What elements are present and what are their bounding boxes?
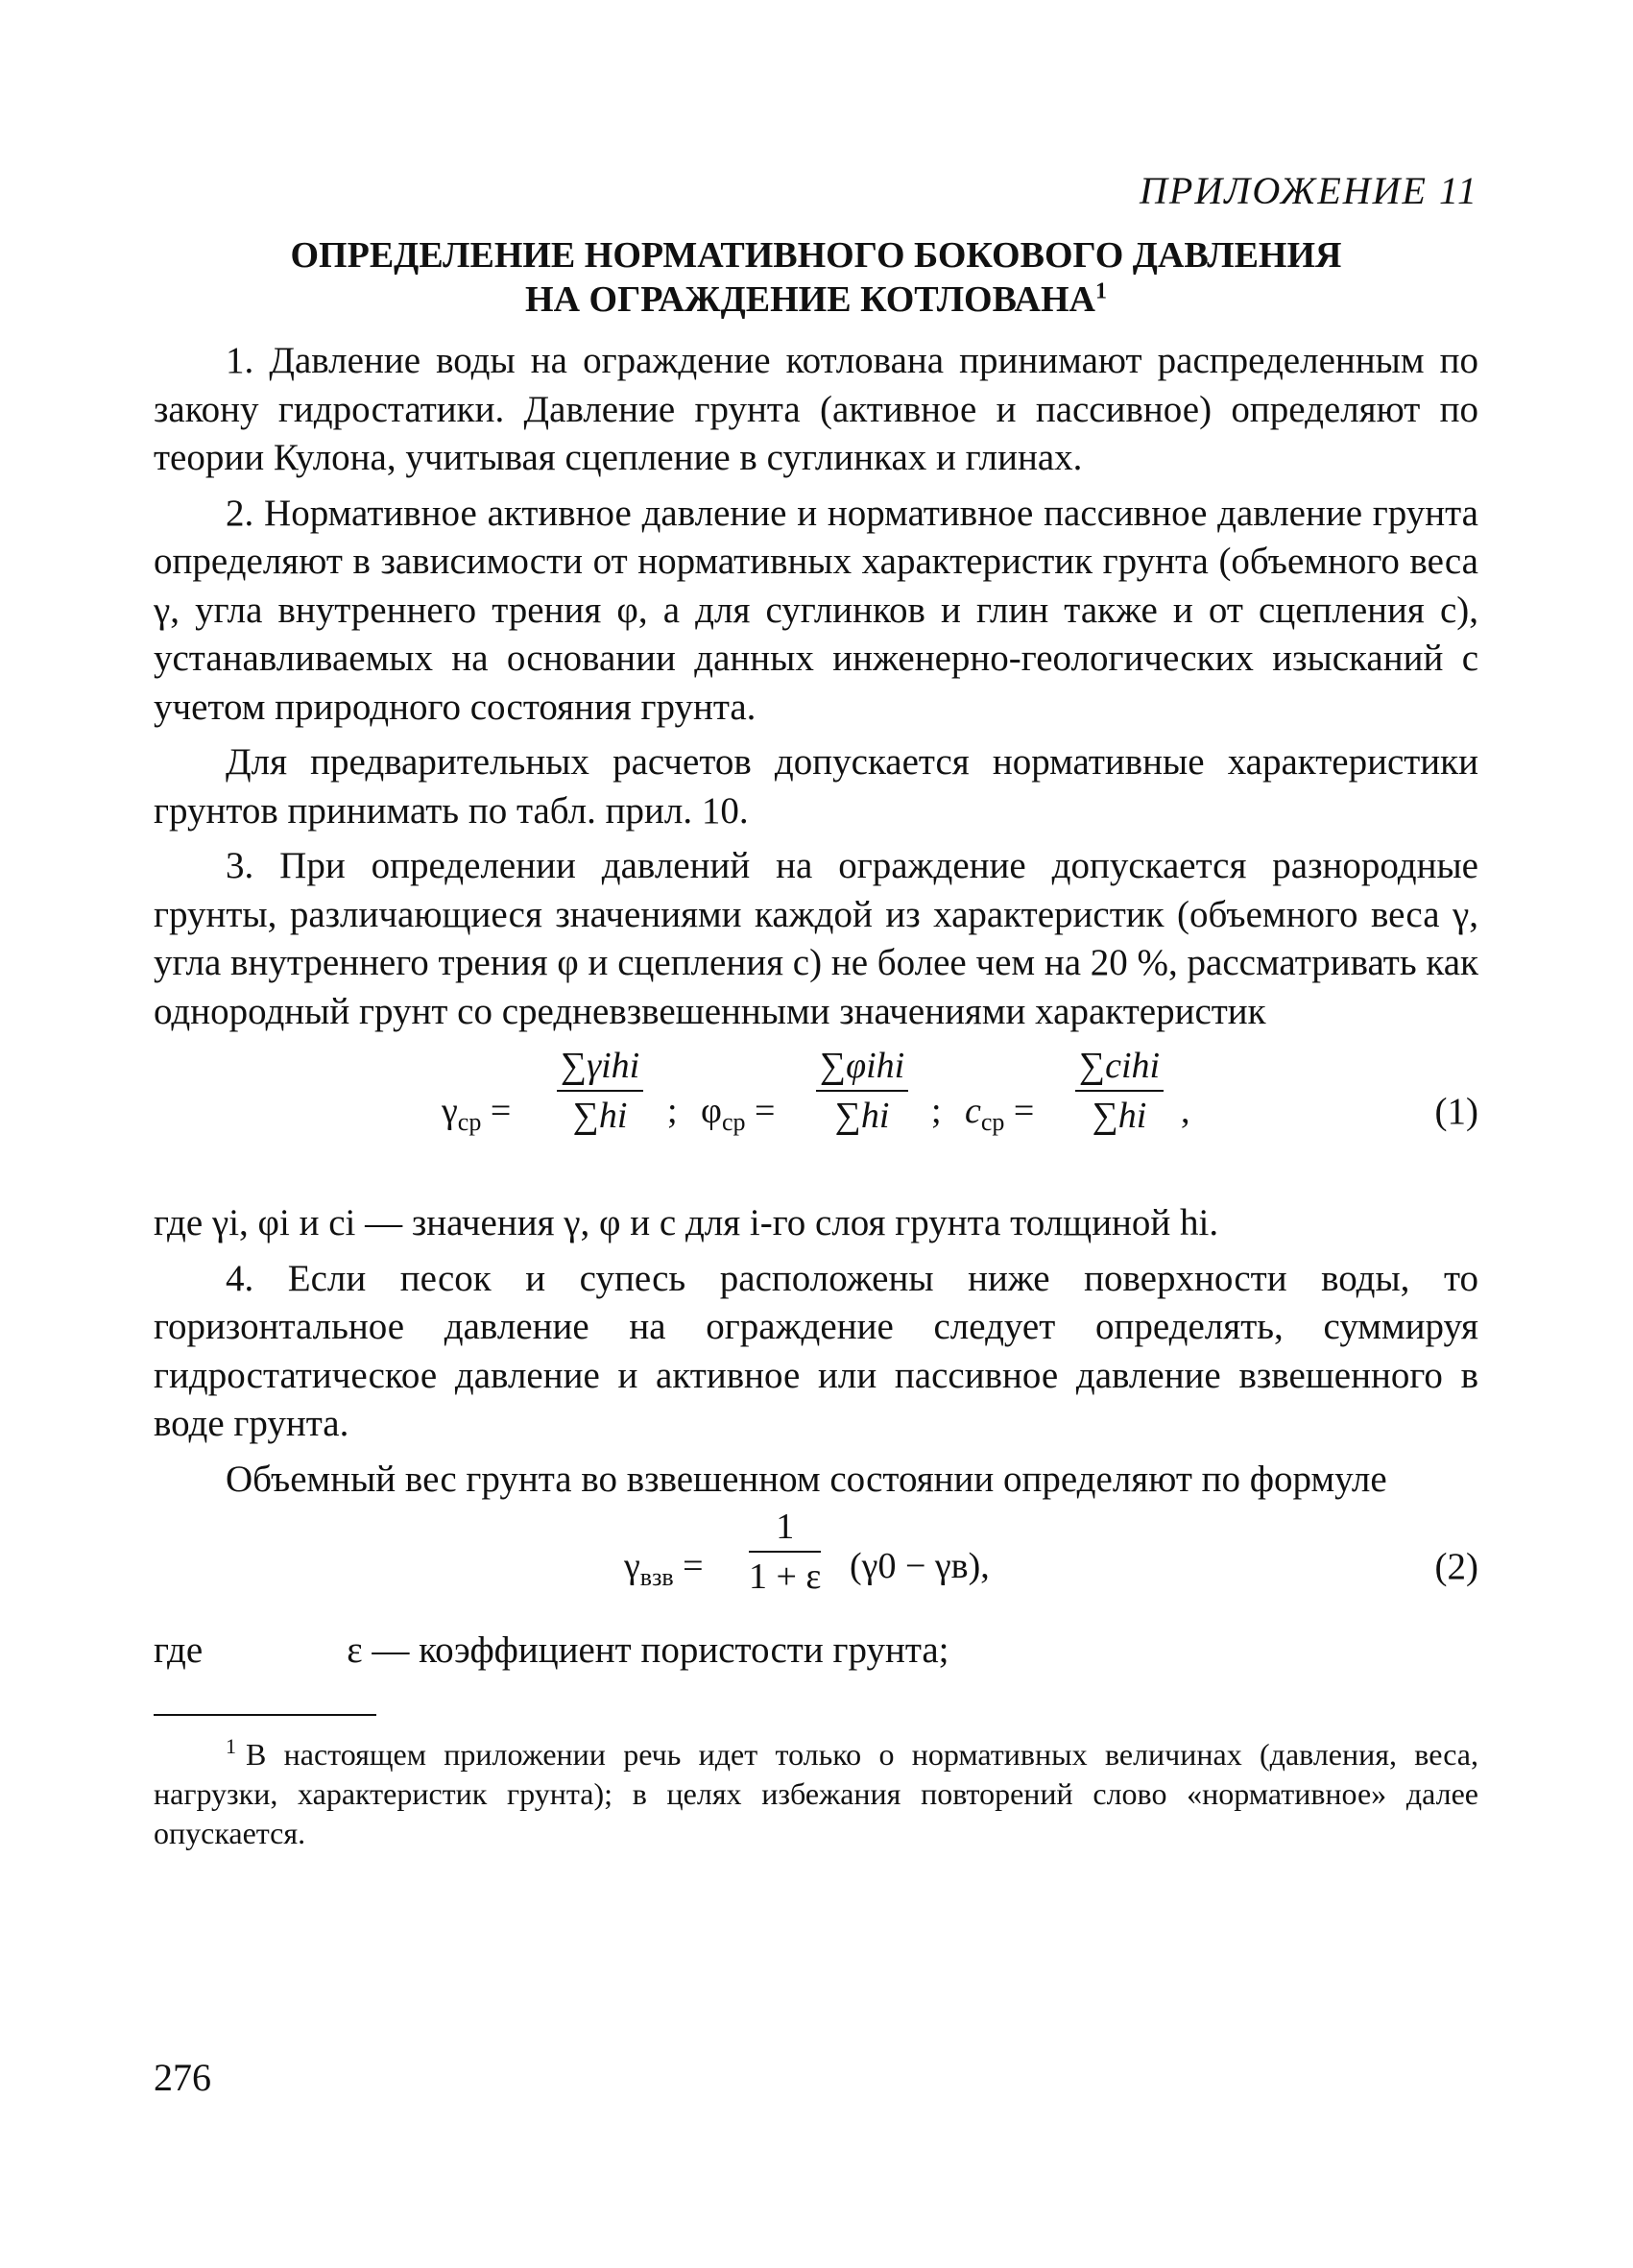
porosity-denominator: 1 + ε <box>749 1556 822 1597</box>
gamma-numerator: ∑γihi <box>557 1044 643 1092</box>
formula-2 <box>154 1507 1478 1621</box>
paragraph-4: 3. При определении давлений на ограждение допускается разнородные грунты, различающиеся значениями каждой из характеристик (объемного веса γ, угла внутреннего трения φ и сцепления c) не более чем на 20 %, рассматривать как однородный грунт со средневзвешенными значениями характеристик <box>154 845 1478 1032</box>
c-denominator: ∑hi <box>1092 1096 1147 1136</box>
appendix-label: ПРИЛОЖЕНИЕ 11 <box>1140 169 1478 212</box>
equation-number-1: (1) <box>1434 1091 1478 1132</box>
phi-sub: ср <box>721 1108 746 1136</box>
c-avg-fraction <box>1075 1044 1164 1138</box>
sep-1: ; <box>667 1091 678 1131</box>
paragraph-6: 4. Если песок и супесь расположены ниже поверхности воды, то горизонтальное давление на ограждение следует определять, суммируя гидростатическое давление и активное или пассивное давление взвешенного в воде грунта. <box>154 1257 1478 1444</box>
gamma-submerged-symbol: γ <box>624 1546 640 1586</box>
footnote <box>154 1735 1478 1853</box>
porosity-numerator: 1 <box>749 1505 821 1553</box>
phi-denominator: ∑hi <box>834 1096 890 1136</box>
title-line-2-wrap <box>154 277 1478 322</box>
gamma-submerged-sub: взв <box>639 1563 674 1591</box>
eq-sign-3: = <box>1013 1091 1035 1131</box>
phi-symbol: φ <box>701 1091 722 1131</box>
gamma-denominator: ∑hi <box>572 1096 628 1136</box>
c-sub: ср <box>980 1108 1005 1136</box>
paragraph-7: Объемный вес грунта во взвешенном состоянии определяют по формуле <box>226 1458 1387 1500</box>
c-numerator: ∑cihi <box>1075 1044 1164 1092</box>
sep-3: , <box>1181 1091 1190 1131</box>
page-title <box>154 233 1478 322</box>
phi-avg-fraction <box>816 1044 908 1138</box>
eq-sign-2: = <box>754 1091 776 1131</box>
phi-avg-lhs <box>701 1090 775 1137</box>
page <box>154 168 1478 1853</box>
paragraph-3: Для предварительных расчетов допускается нормативные характеристики грунтов принимать по табл. прил. 10. <box>154 741 1478 832</box>
gamma-avg-fraction <box>557 1044 643 1138</box>
equation-number-2: (2) <box>1434 1546 1478 1587</box>
c-symbol: c <box>965 1091 981 1131</box>
porosity-fraction <box>749 1505 821 1599</box>
footnote-divider <box>154 1714 376 1716</box>
phi-numerator: ∑φihi <box>816 1044 908 1092</box>
paragraph-5: где γi, φi и ci — значения γ, φ и c для i-го слоя грунта толщиной hi. <box>154 1202 1219 1243</box>
paragraph-2: 2. Нормативное активное давление и нормативное пассивное давление грунта определяют в зависимости от нормативных характеристик грунта (объемного веса γ, угла внутреннего трения φ, а для суглинков и глин также и от сцепления c), устанавливаемых на основании данных инженерно-геологических изысканий с учетом природного состояния грунта. <box>154 492 1478 728</box>
paragraph-8 <box>154 1627 1478 1676</box>
gamma-avg-lhs <box>442 1090 511 1137</box>
sep-2: ; <box>931 1091 942 1131</box>
page-number: 276 <box>154 2056 211 2099</box>
eq-sign-4: = <box>683 1546 704 1586</box>
paragraph-8-rest: ε — коэффициент пористости грунта; <box>347 1629 949 1671</box>
paragraph-8-lead: где <box>154 1629 204 1671</box>
gamma-sub: ср <box>457 1108 482 1136</box>
title-footnote-mark: 1 <box>1094 278 1107 304</box>
formula-1 <box>154 1044 1478 1188</box>
footnote-mark: 1 <box>226 1733 236 1758</box>
gamma-submerged-lhs <box>624 1545 704 1592</box>
paragraph-1: 1. Давление воды на ограждение котлована принимают распределенным по закону гидростатики. Давление грунта (активное и пассивное) определяют по теории Кулона, учитывая сцепление в суглинках и глинах. <box>154 340 1478 478</box>
title-line-2: НА ОГРАЖДЕНИЕ КОТЛОВАНА <box>525 279 1095 320</box>
title-line-1: ОПРЕДЕЛЕНИЕ НОРМАТИВНОГО БОКОВОГО ДАВЛЕНИЯ <box>290 235 1342 276</box>
eq-sign-1: = <box>490 1091 512 1131</box>
c-avg-lhs <box>965 1090 1034 1137</box>
gamma-symbol: γ <box>442 1091 458 1131</box>
footnote-text: В настоящем приложении речь идет только о нормативных величинах (давления, веса, нагрузки, характеристик грунта); в целях избежания повторений слово «нормативное» далее опускается. <box>154 1736 1478 1850</box>
gamma-difference: (γ0 − γв), <box>850 1546 990 1586</box>
